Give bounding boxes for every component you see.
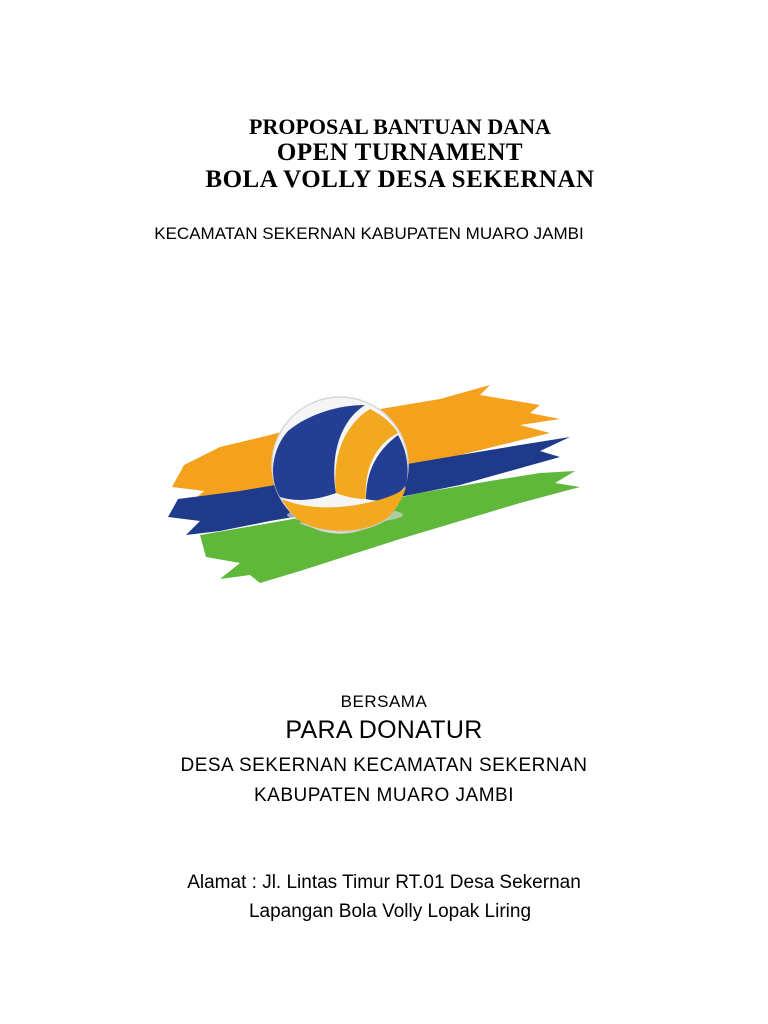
district-subtitle: KECAMATAN SEKERNAN KABUPATEN MUARO JAMBI bbox=[154, 224, 584, 243]
proposal-title: PROPOSAL BANTUAN DANA bbox=[249, 114, 551, 139]
event-subtitle: BOLA VOLLY DESA SEKERNAN bbox=[205, 166, 595, 193]
venue-line: Lapangan Bola Volly Lopak Liring bbox=[248, 901, 532, 922]
event-title: OPEN TURNAMENT bbox=[276, 139, 524, 166]
donors-heading: PARA DONATUR bbox=[285, 716, 483, 744]
volleyball-icon bbox=[160, 375, 600, 605]
address-line: Alamat : Jl. Lintas Timur RT.01 Desa Sekernan bbox=[187, 872, 581, 893]
together-label: BERSAMA bbox=[340, 692, 428, 711]
village-district-line: DESA SEKERNAN KECAMATAN SEKERNAN bbox=[180, 755, 588, 776]
regency-line: KABUPATEN MUARO JAMBI bbox=[254, 785, 514, 806]
